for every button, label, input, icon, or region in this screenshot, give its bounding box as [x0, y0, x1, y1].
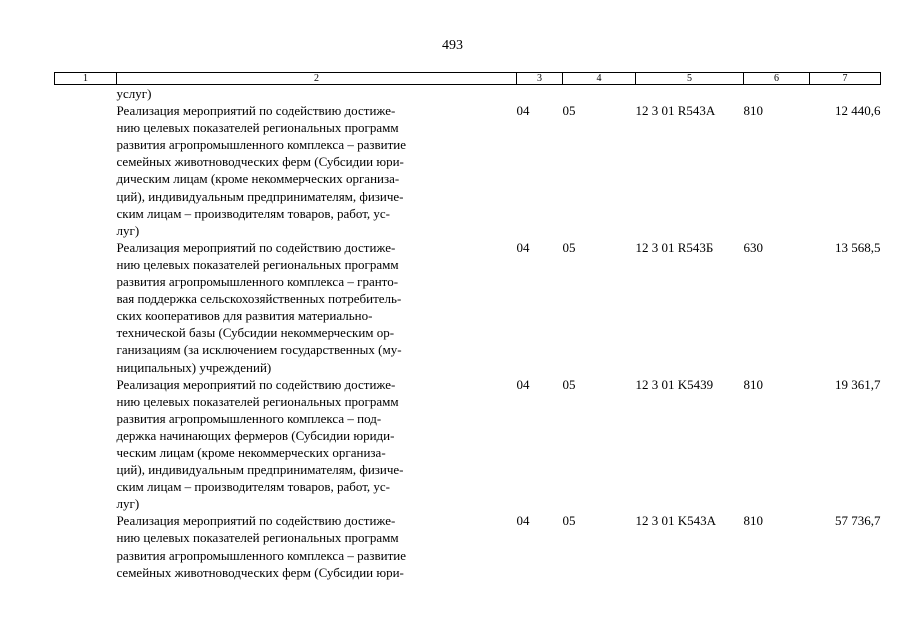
col-header-6: 6: [744, 73, 810, 85]
empty-cell: [55, 376, 117, 513]
description-line: Реализация мероприятий по содействию достиже-: [116, 513, 396, 529]
description-line: развития агропромышленного комплекса – под-: [116, 410, 382, 426]
expense-type-code: 810: [743, 103, 763, 119]
subsection-code: 05: [562, 239, 576, 255]
section-code: 04: [516, 376, 530, 392]
description-line: ским лицам – производителям товаров, работ, ус-: [116, 479, 391, 495]
description-line: дическим лицам (кроме некоммерческих организа-: [116, 171, 400, 187]
description-line: развития агропромышленного комплекса – гранто-: [116, 274, 399, 290]
target-article-code: 12 3 01 R543Б: [635, 239, 714, 255]
description-line: нию целевых показателей региональных программ: [116, 393, 399, 409]
page-number: 493: [442, 38, 463, 53]
subsection-code: 05: [562, 103, 576, 119]
description-line: ганизациям (за исключением государственных (му-: [116, 342, 402, 358]
description-line: Реализация мероприятий по содействию достиже-: [116, 103, 396, 119]
expense-type-code: 810: [743, 513, 763, 529]
description-line: Реализация мероприятий по содействию достиже-: [116, 239, 396, 255]
empty-cell: [55, 512, 117, 580]
description-line: держка начинающих фермеров (Субсидии юриди-: [116, 427, 395, 443]
row-description: [117, 512, 517, 580]
description-line: луг): [116, 496, 140, 512]
description-line: семейных животноводческих ферм (Субсидии юри-: [116, 564, 404, 580]
description-line: нию целевых показателей региональных программ: [116, 530, 399, 546]
subsection-code: 05: [562, 513, 576, 529]
target-article-code: 12 3 01 R543А: [635, 103, 716, 119]
expense-type-code: 630: [743, 239, 763, 255]
description-line: семейных животноводческих ферм (Субсидии юри-: [116, 154, 404, 170]
target-article-code: 12 3 01 K543А: [635, 513, 717, 529]
table-row: [55, 512, 881, 580]
row-description: [117, 376, 517, 513]
amount-value: 19 361,7: [835, 376, 881, 392]
col-header-4: 4: [563, 73, 636, 85]
description-line: ций), индивидуальным предпринимателям, физиче-: [116, 188, 404, 204]
table-row: [55, 239, 881, 376]
col-header-1: 1: [55, 73, 117, 85]
table-row: [55, 102, 881, 239]
description-line: технической базы (Субсидии некоммерческим ор-: [116, 325, 395, 341]
section-code: 04: [516, 513, 530, 529]
expense-type-code: 810: [743, 376, 763, 392]
table-row: [55, 376, 881, 513]
carryover-row: [55, 85, 881, 103]
budget-table: [54, 72, 881, 581]
empty-cell: [55, 239, 117, 376]
description-line: развития агропромышленного комплекса – развитие: [116, 547, 407, 563]
col-header-5: 5: [636, 73, 744, 85]
section-code: 04: [516, 239, 530, 255]
col-header-7: 7: [810, 73, 881, 85]
subsection-code: 05: [562, 376, 576, 392]
description-line: ческим лицам (кроме некоммерческих организа-: [116, 444, 386, 460]
carryover-text: услуг): [116, 86, 152, 101]
description-line: ниципальных) учреждений): [116, 359, 272, 375]
amount-value: 13 568,5: [835, 239, 881, 255]
description-line: развития агропромышленного комплекса – развитие: [116, 137, 407, 153]
amount-value: 57 736,7: [835, 513, 881, 529]
col-header-2: 2: [117, 73, 517, 85]
description-line: нию целевых показателей региональных программ: [116, 120, 399, 136]
description-line: вая поддержка сельскохозяйственных потребитель-: [116, 291, 402, 307]
description-line: ских кооперативов для развития материально-: [116, 308, 373, 324]
empty-cell: [55, 102, 117, 239]
col-header-3: 3: [517, 73, 563, 85]
description-line: Реализация мероприятий по содействию достиже-: [116, 376, 396, 392]
column-number-header: [55, 73, 881, 85]
description-line: луг): [116, 222, 140, 238]
amount-value: 12 440,6: [835, 103, 881, 119]
row-description: [117, 239, 517, 376]
row-description: [117, 102, 517, 239]
description-line: ским лицам – производителям товаров, работ, ус-: [116, 205, 391, 221]
description-line: ций), индивидуальным предпринимателям, физиче-: [116, 462, 404, 478]
description-line: нию целевых показателей региональных программ: [116, 256, 399, 272]
section-code: 04: [516, 103, 530, 119]
target-article-code: 12 3 01 K5439: [635, 376, 714, 392]
